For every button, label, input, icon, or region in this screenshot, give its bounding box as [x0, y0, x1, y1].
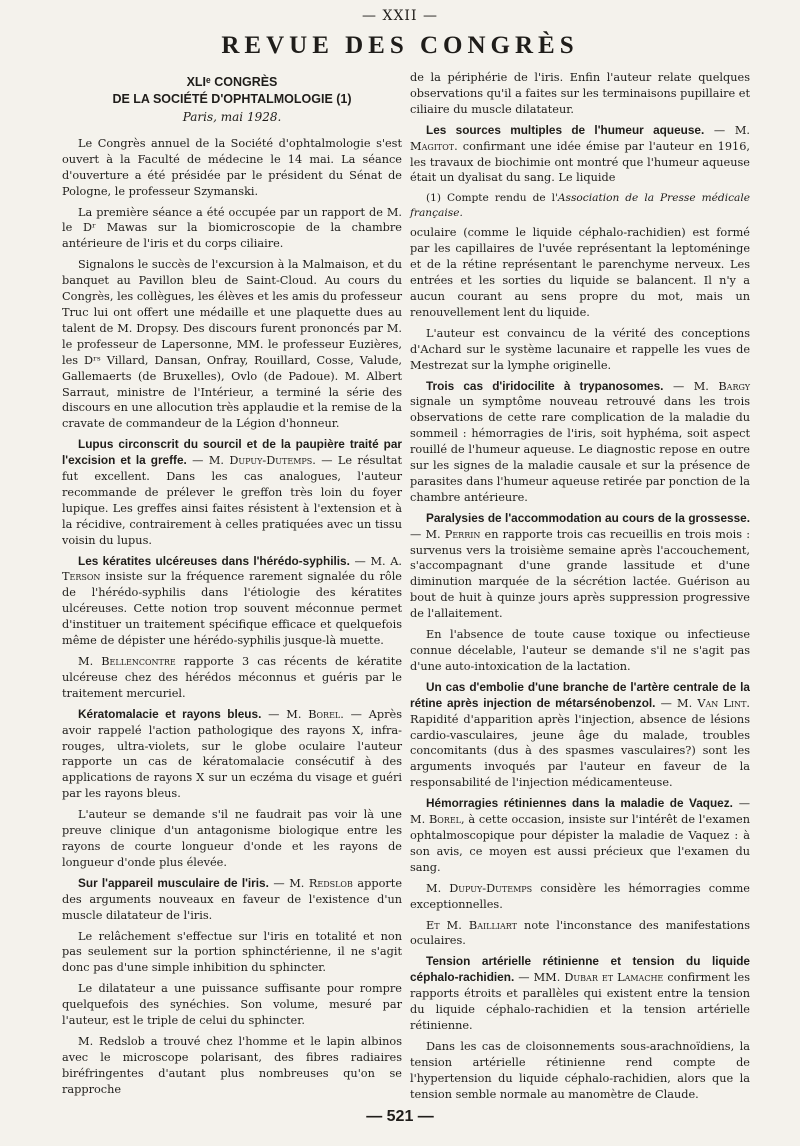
section-author: MM. Dubar et Lamache	[533, 971, 664, 985]
section-text: signale un symptôme nouveau retrouvé dans les trois observations de cette rare complication de la maladie du sommeil : hémorragies de l'iris, soit hyphéma, soit aspect rouillé de l'humeur aqueuse. Le diagnostic repose en outre sur les signes de la maladie causale et sur la présence de parasites dans l'humeur aqueuse retirée par ponction de la chambre antérieure.	[410, 395, 750, 504]
section-author: Et M. Bailliart	[426, 918, 517, 932]
congress-place-date: Paris, mai 1928.	[182, 110, 282, 124]
paragraph-relachement: Le relâchement s'effectue sur l'iris en totalité et non pas seulement sur la portion sphinctérienne, il ne s'agit donc pas d'une simple inhibition du sphincter.	[62, 929, 402, 975]
section-text: considère les hémorragies comme exceptionnelles.	[410, 881, 750, 911]
section-title: Les kératites ulcéreuses dans l'hérédo-syphilis.	[78, 553, 350, 568]
section-author: M. Dupuy-Dutemps.	[208, 454, 316, 468]
paragraph-liquide-oculaire: oculaire (comme le liquide céphalo-rachidien) est formé par les capillaires de l'uvée représentant la leptoméninge et de la rétine représentant le parenchyme nerveux. Les entrées et les sorties du liquide se balancent. Il n'y a aucun courant au sens propre du mot, mais un renouvellement lent du liquide.	[410, 226, 750, 319]
congress-heading-line2: DE LA SOCIÉTÉ D'OPHTALMOLOGIE (1)	[112, 92, 352, 106]
section-author: M. Perrin	[425, 527, 481, 541]
section-author: M. Redslob	[289, 876, 353, 890]
paragraph-redslob-microscope: M. Redslob a trouvé chez l'homme et le lapin albinos avec le microscope polarisant, des fibres radiaires biréfringentes d'autant plus nombreuses qu'on se rapproche	[62, 1034, 402, 1096]
section-paralysies: Paralysies de l'accommodation au cours de la grossesse. — M. Perrin en rapporte trois cas recueillis en trois mois : survenus vers la troisième semaine après l'accouchement, s'accompagnant d'une grande lassitude et d'une diminution marquée de la sécrétion lactée. Guérison au bout de huit à quinze jours après suppression progressive de l'allaitement.	[410, 510, 751, 621]
section-author: M. Borel.	[286, 707, 344, 721]
section-text: confirment les rapports étroits et parallèles qui existent entre la tension du liquide céphalo-rachidien et la tension artérielle rétinienne.	[410, 971, 751, 1032]
paragraph-auto-intoxication: En l'absence de toute cause toxique ou infectieuse connue décelable, l'auteur se demande s'il ne s'agit pas d'une auto-intoxication de la lactation.	[410, 628, 750, 673]
section-title: Lupus circonscrit du sourcil et de la paupière traité par l'excision et la greffe.	[62, 437, 402, 468]
section-title: Tension artérielle rétinienne et tension du liquide céphalo-rachidien.	[410, 954, 750, 985]
section-author: M. Bargy	[693, 379, 751, 393]
section-embolie: Un cas d'embolie d'une branche de l'artère centrale de la rétine après injection de métarsénobenzol. — M. Van Lint. Rapidité d'apparition après l'injection, absence de lésions cardio-vasculaires, jeune âge du malade, troubles concomitants (dus à des spasmes vasculaires?) sont les arguments invoqués par l'auteur en faveur de la responsabilité de l'injection médicamenteuse.	[410, 679, 751, 790]
paragraph-bellencontre	[62, 654, 402, 702]
section-keratites: Les kératites ulcéreuses dans l'hérédo-syphilis. — M. A. Terson insiste sur la fréquence rarement signalée du rôle de l'hérédo-syphilis dans l'étiologie des kératites ulcéreuses. Cette notion trop souvent méconnue permet d'instituer un traitement spécifique efficace et quelquefois même de dépister une hérédo-syphilis jusque-là muette.	[62, 553, 402, 648]
section-author: M. Dupuy-Dutemps	[426, 881, 533, 895]
section-title: Hémorragies rétiniennes dans la maladie de Vaquez.	[426, 796, 733, 811]
section-roman-numeral: — XXII —	[362, 8, 438, 24]
section-text: à cette occasion, insiste sur l'intérêt de l'examen ophtalmoscopique pour dépister la maladie de Vaquez : à son avis, ce moyen est aussi précieux que l'examen du sang.	[410, 813, 750, 874]
page-number: — 521 —	[366, 1108, 434, 1125]
section-text: apporte des arguments nouveaux en faveur de l'existence d'un muscle dilatateur de l'iris.	[62, 876, 402, 922]
left-column	[62, 70, 402, 1103]
section-title: Sur l'appareil musculaire de l'iris.	[78, 875, 269, 890]
section-title: Les sources multiples de l'humeur aqueuse.	[426, 122, 705, 137]
section-author: M. A. Terson	[62, 554, 402, 584]
footnote-marker: (1) Compte rendu de l'	[426, 192, 558, 205]
section-author: M. Borel,	[410, 813, 465, 827]
section-text: rapporte 3 cas récents de kératite ulcéreuse chez des hérédos méconnus et guéris par le traitement mercuriel.	[62, 655, 403, 700]
paragraph-achard: L'auteur est convaincu de la vérité des conceptions d'Achard sur le système lacunaire et rappelle les vues de Mestrezat sur la lymphe originelle.	[410, 326, 750, 372]
section-keratomalacie: Kératomalacie et rayons bleus. — M. Borel. — Après avoir rappelé l'action pathologique des rayons X, infra-rouges, ultra-violets, sur le globe oculaire l'auteur rapporte un cas de kératomalacie consécutif à des applications de rayons X sur un eczéma du visage et guéri par les rayons bleus.	[62, 706, 402, 801]
festivities-paragraph: Signalons le succès de l'excursion à la Malmaison, et du banquet au Pavillon bleu de Saint-Cloud. Au cours du Congrès, les collègues, les élèves et les amis du professeur Truc lui ont offert une médaille et une plaquette dues au talent de M. Dropsy. Des discours furent prononcés par M. le professeur de Lapersonne, MM. le professeur Euzières, les Dʳˢ Villard, Dansan, Onfray, Rouillard, Cosse, Valude, Gallemaerts (de Bruxelles), Ovlo (de Padoue). M. Albert Sarraut, ministre de l'Intérieur, a terminé la série des discours en une allocution très applaudie et la remise de la cravate de commandeur de la Légion d'honneur.	[62, 258, 402, 431]
paragraph-continuation: de la périphérie de l'iris. Enfin l'auteur relate quelques observations qu'il a faites sur les terminaisons pupillaire et ciliaire du muscle dilatateur.	[410, 71, 750, 116]
section-title: Trois cas d'iridocilite à trypanosomes.	[426, 378, 664, 393]
congress-heading-line1: XLIᵉ CONGRÈS	[186, 75, 278, 89]
section-title: Un cas d'embolie d'une branche de l'artère centrale de la rétine après injection de métarsénobenzol.	[410, 679, 750, 710]
section-author: M. Bellencontre	[78, 655, 176, 668]
section-text: note l'inconstance des manifestations oculaires.	[410, 918, 751, 948]
section-title: Kératomalacie et rayons bleus.	[78, 706, 262, 721]
section-title: Paralysies de l'accommodation au cours de la grossesse.	[426, 510, 750, 525]
footnote	[410, 191, 750, 220]
section-iridocilite: Trois cas d'iridocilite à trypanosomes. — M. Bargy signale un symptôme nouveau retrouvé dans les trois observations de cette rare complication de la maladie du sommeil : hémorragies de l'iris, soit hyphéma, soit aspect rouillé de l'humeur aqueuse. Le diagnostic repose en outre sur les signes de la maladie causale et sur la présence de parasites dans l'humeur aqueuse retirée par ponction de la chambre antérieure.	[410, 378, 751, 504]
section-hemorragies-vaquez: Hémorragies rétiniennes dans la maladie de Vaquez. — M. Borel, à cette occasion, insiste sur l'intérêt de l'examen ophtalmoscopique pour dépister la maladie de Vaquez : à son avis, ce moyen est aussi précieux que l'examen du sang.	[410, 796, 750, 874]
section-appareil-musculaire: Sur l'appareil musculaire de l'iris. — M. Redslob apporte des arguments nouveaux en faveur de l'existence d'un muscle dilatateur de l'iris.	[62, 875, 402, 922]
section-text: insiste sur la fréquence rarement signalée du rôle de l'hérédo-syphilis dans l'étiologie des kératites ulcéreuses. Cette notion trop souvent méconnue permet d'instituer un traitement spécifique efficace et quelquefois même de dépister une hérédo-syphilis jusque-là muette.	[62, 570, 402, 648]
section-author: M. Magitot.	[410, 123, 750, 153]
section-humeur-aqueuse: Les sources multiples de l'humeur aqueuse. — M. Magitot. confirmant une idée émise par l'auteur en 1916, les travaux de biochimie ont montré que l'humeur aqueuse était un dyalisat du sang. Le liquide	[410, 122, 751, 185]
paragraph-bailliart	[410, 918, 750, 950]
section-text: en rapporte trois cas recueillis en trois mois : survenus vers la troisième semaine après l'accouchement, s'accompagnant d'une grande lassitude et d'une diminution marquée de la sécrétion lactée. Guérison au bout de huit à quinze jours après suppression progressive de l'allaitement.	[410, 527, 751, 621]
section-text: Rapidité d'apparition après l'injection, absence de lésions cardio-vasculaires, jeune âge du malade, troubles concomitants (dus à des spasmes vasculaires?) sont les arguments invoqués par l'auteur en faveur de la responsabilité de l'injection médicamenteuse.	[410, 712, 750, 790]
section-text: Le résultat fut excellent. Dans les cas analogues, l'auteur recommande de prélever le greffon très loin du foyer lupique. Les greffes ainsi faites résistent à l'extension et à la récidive, contrairement à celles pratiquées avec un tissu voisin du lupus.	[62, 454, 403, 547]
paragraph-antagonisme: L'auteur se demande s'il ne faudrait pas voir là une preuve clinique d'un antagonisme biologique entre les rayons de courte longueur d'onde et les rayons de longueur d'onde plus élevée.	[62, 808, 402, 869]
section-text: confirmant une idée émise par l'auteur en 1916, les travaux de biochimie ont montré que l'humeur aqueuse était un dyalisat du sang. Le liquide	[410, 139, 751, 185]
paragraph-dupuy-dutemps	[410, 881, 750, 913]
section-author: M. Van Lint.	[677, 696, 751, 710]
page-title: REVUE DES CONGRÈS	[221, 32, 579, 59]
paragraph-cloisonnements: Dans les cas de cloisonnements sous-arachnoïdiens, la tension artérielle rétinienne rend compte de l'hypertension du liquide céphalo-rachidien, alors que la tension semble normale au manomètre de Claude.	[410, 1039, 750, 1101]
first-session-paragraph: La première séance a été occupée par un rapport de M. le Dʳ Mawas sur la biomicroscopie de la chambre antérieure de l'iris et du corps ciliaire.	[62, 205, 402, 251]
section-lupus: Lupus circonscrit du sourcil et de la paupière traité par l'excision et la greffe. — M. Dupuy-Dutemps. — Le résultat fut excellent. Dans les cas analogues, l'auteur recommande de prélever le greffon très loin du foyer lupique. Les greffes ainsi faites résistent à l'extension et à la récidive, contrairement à celles pratiquées avec un tissu voisin du lupus.	[62, 437, 403, 547]
section-text: Après avoir rappelé l'action pathologique des rayons X, infra-rouges, ultra-violets, sur le globe oculaire l'auteur rapporte un cas de kératomalacie consécutif à des applications de rayons X sur un eczéma du visage et guéri par les rayons bleus.	[62, 707, 402, 801]
intro-paragraph: Le Congrès annuel de la Société d'ophtalmologie s'est ouvert à la Faculté de médecine le 14 mai. La séance d'ouverture a été présidée par le président du Sénat de Pologne, le professeur Szymanski.	[62, 136, 402, 198]
paragraph-dilatateur: Le dilatateur a une puissance suffisante pour rompre quelquefois des synéchies. Son volume, mesuré par l'auteur, est le triple de celui du sphincter.	[62, 982, 402, 1028]
right-column	[410, 70, 750, 1107]
section-tension-arterielle: Tension artérielle rétinienne et tension du liquide céphalo-rachidien. — MM. Dubar et Lamache confirment les rapports étroits et parallèles qui existent entre la tension du liquide céphalo-rachidien et la tension artérielle rétinienne.	[410, 954, 751, 1032]
footnote-source: Association de la Presse médicale française.	[410, 192, 750, 219]
